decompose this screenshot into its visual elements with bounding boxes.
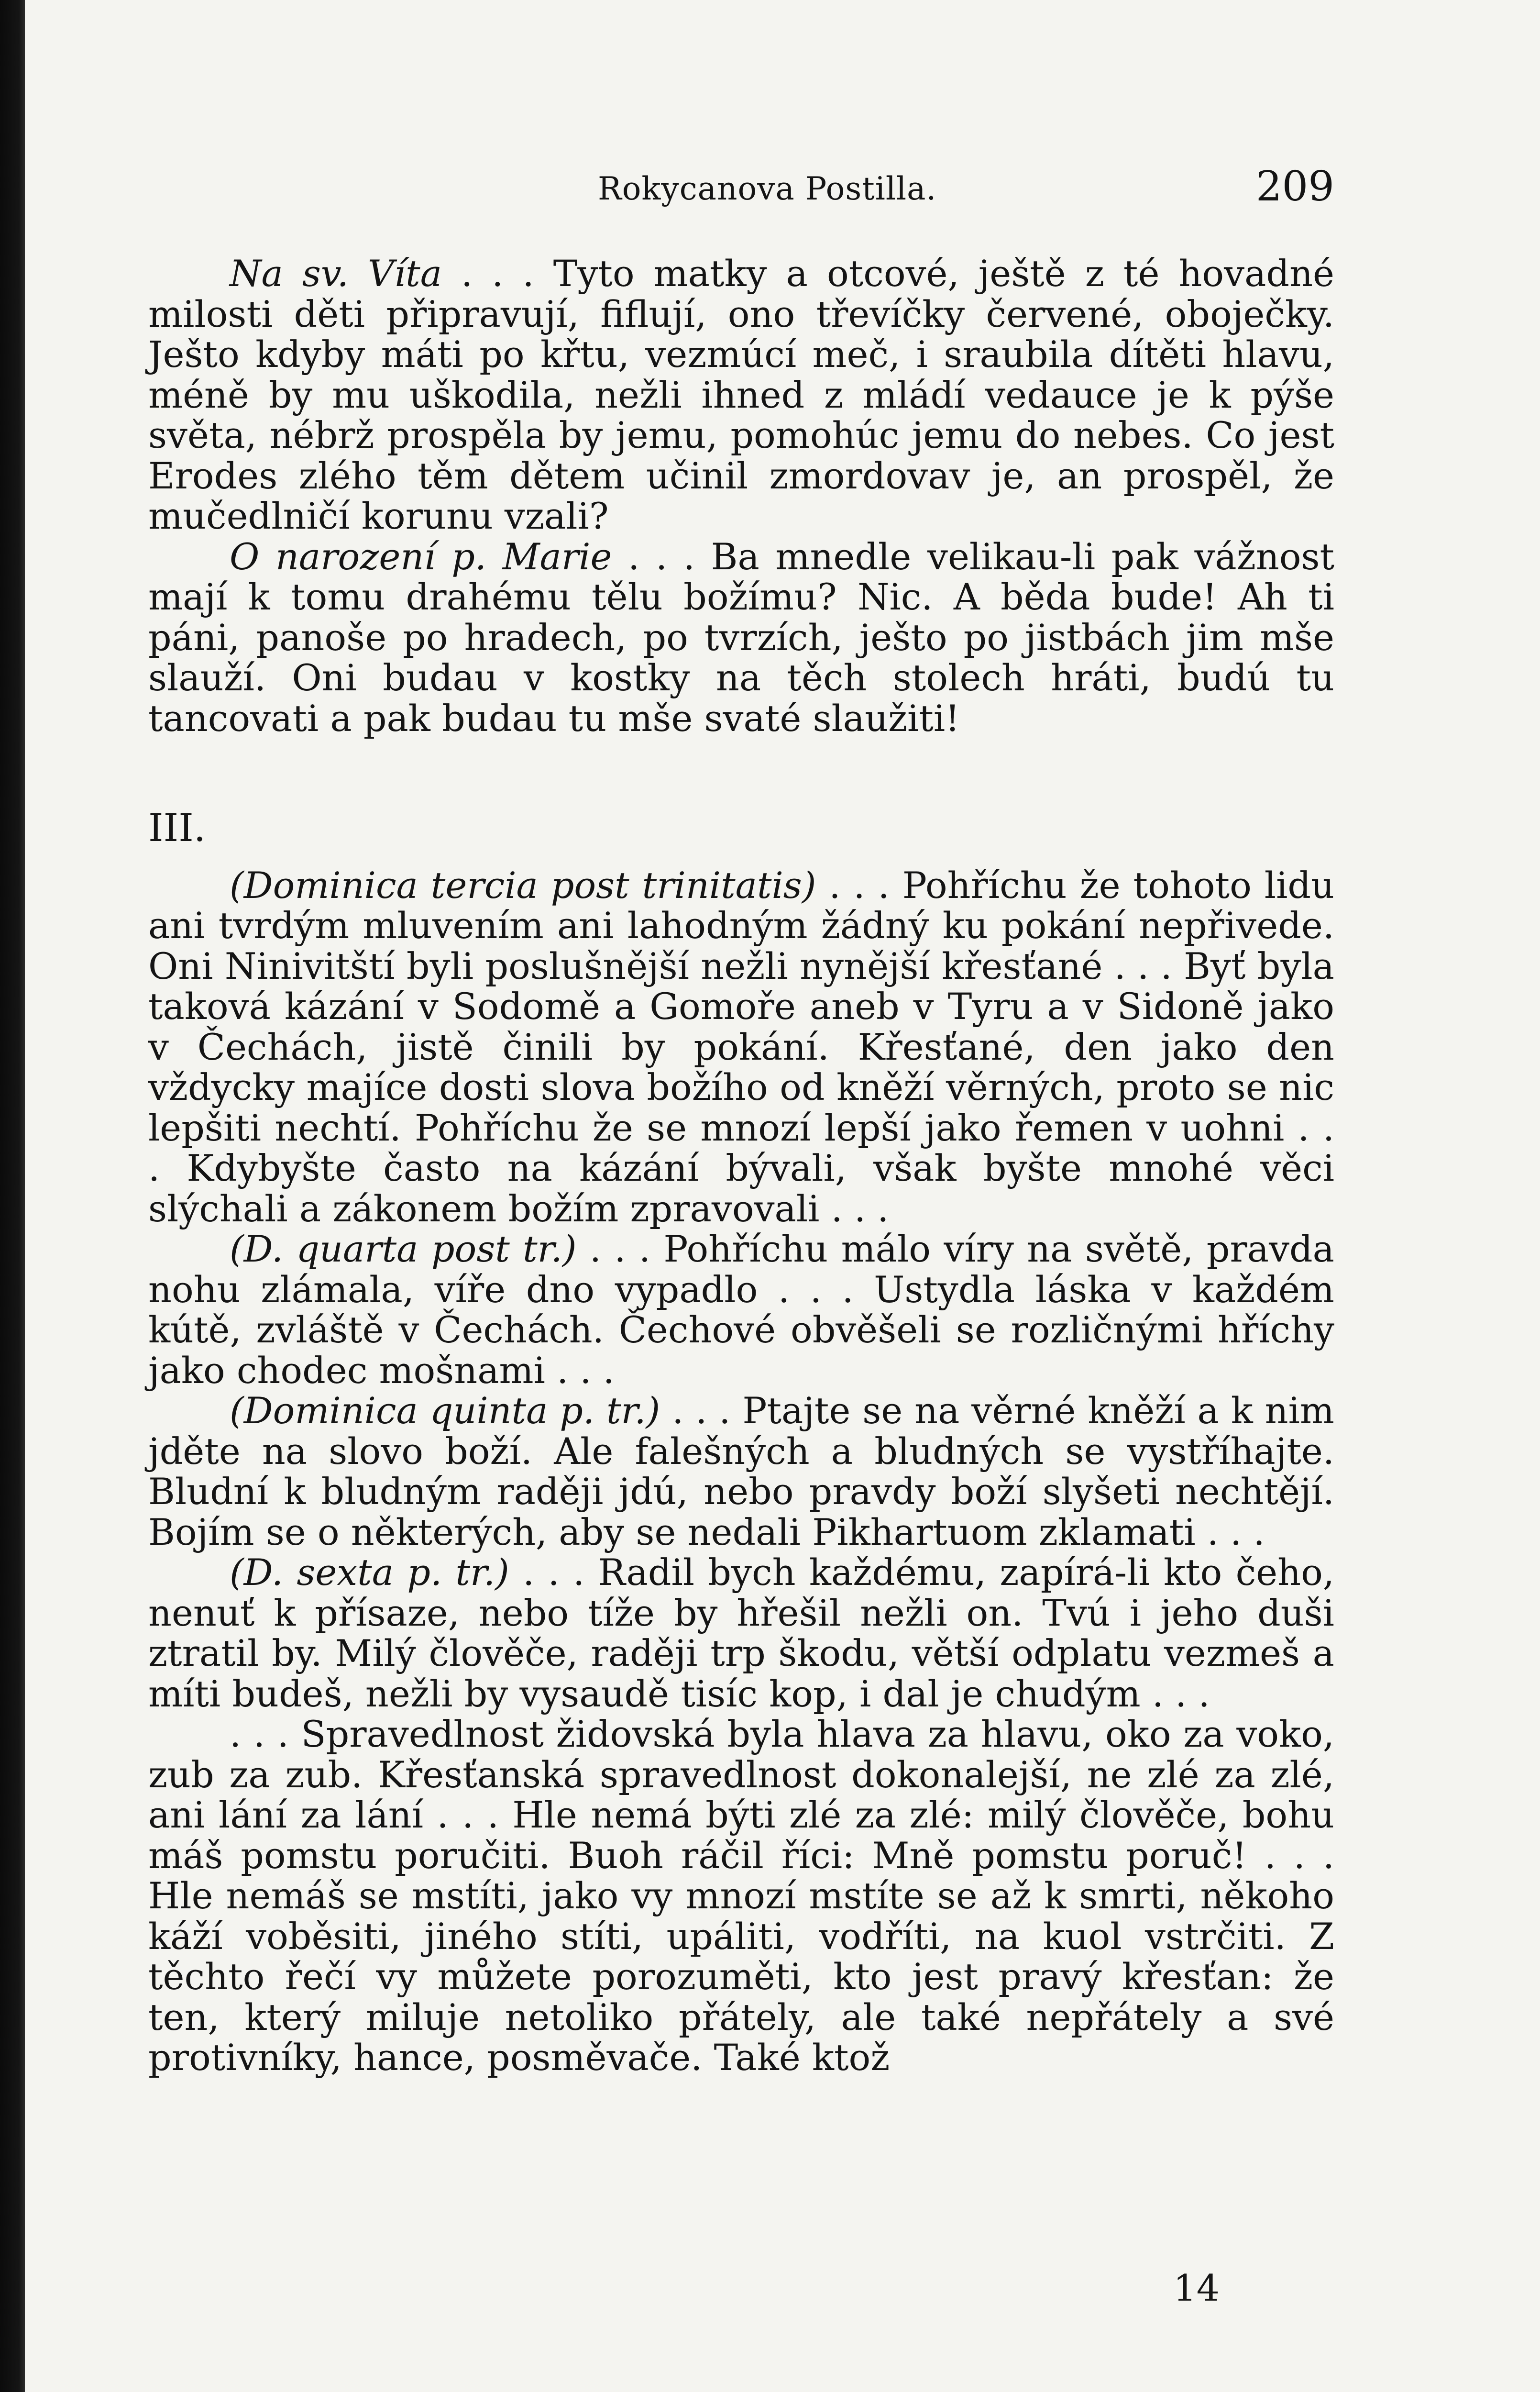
paragraph-body: . . . Pohříchu málo víry na světě, pravda nohu zlámala, víře dno vypadlo . . . Ustydla láska v každém kútě, zvláště v Čechách. Čechové obvěšeli se rozličnými hříchy jako chodec mošnami . . .	[148, 1228, 1334, 1392]
section-numeral: III.	[148, 806, 206, 850]
paragraph-dominica-quarta	[148, 1229, 1334, 1391]
paragraph-narozeni-marie	[148, 537, 1334, 739]
paragraph-lead: (D. sexta p. tr.)	[230, 1551, 509, 1594]
running-header	[148, 163, 1334, 215]
paragraph-lead: (Dominica quinta p. tr.)	[230, 1389, 660, 1432]
paragraph-body: . . . Spravedlnost židovská byla hlava za hlavu, oko za voko, zub za zub. Křesťanská spravedlnost dokonalejší, ne zlé za zlé, ani lání za lání . . . Hle nemá býti zlé za zlé: milý člověče, bohu máš pomstu poručiti. Buoh ráčil říci: Mně pomstu poruč! . . . Hle nemáš se mstíti, jako vy mnozí mstíte se až k smrti, někoho káží voběsiti, jiného stíti, upáliti, vodříti, na kuol vstrčiti. Z těchto řečí vy můžete porozuměti, kto jest pravý křesťan: že ten, který miluje netoliko přátely, ale také nepřátely a své protivníky, hance, posměvače. Také ktož	[148, 1713, 1334, 2079]
page-number: 209	[1255, 163, 1334, 210]
paragraph-body: . . . Radil bych každému, zapírá-li kto čeho, nenuť k přísaze, nebo tíže by hřešil nežli on. Tvú i jeho duši ztratil by. Milý člověče, raději trp škodu, větší odplatu vezmeš a míti budeš, nežli by vysaudě tisíc kop, i dal je chudým . . .	[148, 1551, 1335, 1715]
signature-mark: 14	[1173, 2267, 1220, 2309]
paragraph-dominica-sexta	[148, 1552, 1334, 1714]
paragraph-spravedlnost	[148, 1714, 1334, 2078]
paragraph-lead: (Dominica tercia post trinitatis)	[230, 864, 816, 907]
paragraph-sv-vita	[148, 254, 1334, 537]
paragraph-body: . . . Ba mnedle velikau-li pak vážnost mají k tomu drahému tělu božímu? Nic. A běda bude! Ah ti páni, panoše po hradech, po tvrzích, ješto po jistbách jim mše slauží. Oni budau v kostky na těch stolech hráti, budú tu tancovati a pak budau tu mše svaté slaužiti!	[148, 535, 1335, 740]
paragraph-body: . . . Ptajte se na věrné kněží a k nim jděte na slovo boží. Ale falešných a bludných se vystříhajte. Bludní k bludným raději jdú, nebo pravdy boží slyšeti nechtějí. Bojím se o některých, aby se nedali Pikhartuom zklamati . . .	[148, 1389, 1334, 1553]
paragraph-dominica-tercia	[148, 865, 1334, 1229]
running-title: Rokycanova Postilla.	[598, 170, 937, 207]
book-binding-edge	[0, 0, 25, 2392]
paragraph-body: . . . Tyto matky a otcové, ještě z té hovadné milosti děti připravují, fiflují, ono třevíčky červené, oboječky. Ješto kdyby máti po křtu, vezmúcí meč, i sraubila dítěti hlavu, méně by mu uškodila, nežli ihned z mládí vedauce je k pýše světa, nébrž prospěla by jemu, pomohúc jemu do nebes. Co jest Erodes zlého těm dětem učinil zmordovav je, an prospěl, že mučedlničí korunu vzali?	[148, 252, 1335, 537]
paragraph-dominica-quinta	[148, 1391, 1334, 1552]
body-text	[148, 254, 1334, 2078]
paragraph-lead: (D. quarta post tr.)	[230, 1228, 577, 1270]
paragraph-body: . . . Pohříchu že tohoto lidu ani tvrdým mluvením ani lahodným žádný ku pokání nepřivede. Oni Ninivitští byli poslušnější nežli nynější křesťané . . . Byť byla taková kázání v Sodomě a Gomoře aneb v Tyru a v Sidoně jako v Čechách, jistě činili by pokání. Křesťané, den jako den vždycky majíce dosti slova božího od kněží věrných, proto se nic lepšiti nechtí. Pohříchu že se mnozí lepší jako řemen v uohni . . . Kdybyšte často na kázání bývali, však byšte mnohé věci slýchali a zákonem božím zpravovali . . .	[148, 864, 1334, 1230]
paragraph-lead: O narození p. Marie	[230, 535, 612, 578]
book-page	[148, 0, 1334, 2392]
paragraph-lead: Na sv. Víta	[230, 252, 442, 295]
